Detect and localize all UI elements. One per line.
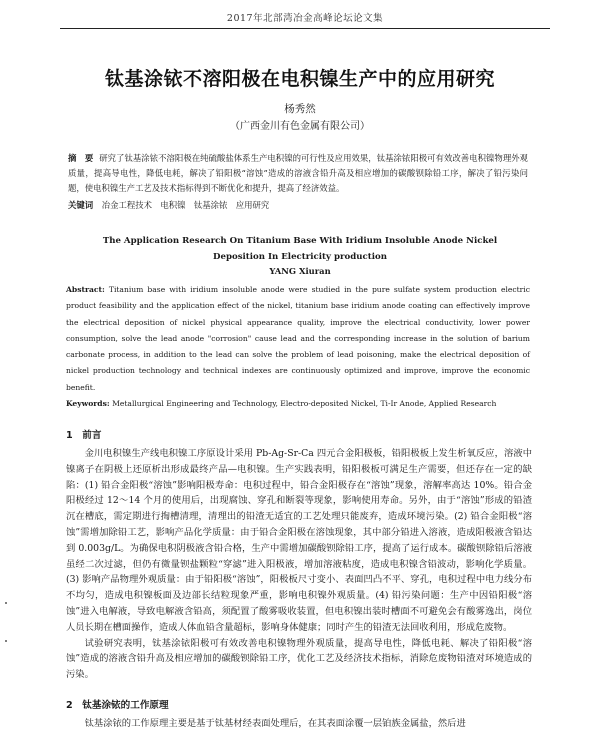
chinese-keyword: 应用研究 [235,200,270,210]
chinese-keywords [68,199,528,212]
author-affiliation: （广西金川有色金属有限公司） [230,121,370,132]
paper-title: 钛基涂铱不溶阳极在电积镍生产中的应用研究 [104,68,495,90]
running-header: 2017年北部湾冶金高峰论坛论文集 [60,10,550,29]
section-2-paragraph-1: 钛基涂铱的工作原理主要是基于钛基材经表面处理后，在其表面涂覆一层铂族金属盐，然后进 [84,718,466,729]
english-keywords-text: Metallurgical Engineering and Technology, Electro-deposited Nickel, Ti-Ir Anode, Applied Research [112,399,497,408]
section-2-heading: 2 钛基涂铱的工作原理 [66,700,169,711]
chinese-abstract-label: 摘 要 [68,153,94,163]
section-2-body [66,716,532,732]
chinese-keywords-label: 关键词 [68,200,94,210]
english-abstract [66,282,530,396]
section-1-body [66,446,532,683]
english-keywords [66,397,530,410]
author-name: 杨秀然 [284,103,316,115]
scan-speck [5,602,7,604]
section-1-paragraph-1: 金川电积镍生产线电积镍工序原设计采用 Pb-Ag-Sr-Ca 四元合金阳极板，铅阳极板上发生析氧反应，溶液中镍离子在阴极上还原析出形成最终产品—电积镍。生产实践表明，铅阳极板可满足生产需要，但还存在一定的缺陷：(1) 铅合金阳极“溶蚀”影响阳极寿命：电积过程中，铅合金阳极存在“溶蚀”现象，溶解率高达 10%。铅合金阳极经过 12～14 个月的使用后，出现腐蚀、穿孔和断裂等现象，影响使用寿命。另外，由于“溶蚀”形成的铅渣沉在槽底，需定期进行掏槽清理，清理出的铅渣无适宜的工艺处理只能废弃，造成环境污染。(2) 铅合金阳极“溶蚀”需增加除铅工艺，影响产品化学质量：由于铅合金阳极在溶蚀现象，其中部分铅进入溶液，造成阳极液含铅达到 0.003g/L。为确保电积阴极液含铅合格，生产中需增加碳酸钡除铅工序，提高了运行成本。碳酸钡除铅后溶液虽经二次过滤，但仍有微量钡盐颗粒“穿滤”进入阳极液，增加溶液粘度，造成电积镍含铅波动，影响化学质量。(3) 影响产品物理外观质量：由于铅阳极“溶蚀”，阳极板尺寸变小、表面凹凸不平、穿孔，电积过程中电力线分布不均匀，造成电积镍板面及边部长结粒现象严重，影响电积镍外观质量。(4) 铅污染问题：生产中因铅阳极“溶蚀”进入电解液，导致电解液含铅高，须配置了酸雾吸收装置，但电积镍出装时槽面不可避免会有酸雾逸出，岗位人员长期在槽面操作，造成人体血铅含量超标，影响身体健康；同时产生的铅渣无法回收利用，形成危废物。 [66,448,532,633]
english-title: The Application Research On Titanium Base With Iridium Insoluble Anode Nickel Deposition In Electricity production [102,236,498,262]
chinese-keyword: 钛基涂铱 [193,200,228,210]
english-abstract-text: Titanium base with iridium insoluble anode were studied in the pure sulfate system production electric product feasibility and the application effect of the nickel, titanium base iridium anode coating can effectively improve the electrical deposition of nickel physical appearance quality, improve the electrical conductivity, lower power consumption, solve the lead anode "corrosion" cause lead and the corresponding increase in the solution of barium carbonate process, in addition to the lead can solve the problem of lead poisoning, make the electrical deposition of nickel production technology and technical indexes are continuously optimized and improve, improve the economic benefit. [66,285,530,392]
english-keywords-label: Keywords: [66,399,110,408]
scan-speck [5,640,7,642]
section-1-paragraph-2: 试验研究表明，钛基涂铱阳极可有效改善电积镍物理外观质量，提高导电性，降低电耗、解决了铅阳极“溶蚀”造成的溶液含铅升高及相应增加的碳酸钡除铅工序，优化工艺及经济技术指标，消除危废物铅渣对环境造成的污染。 [66,637,532,681]
english-abstract-label: Abstract: [66,285,105,294]
chinese-abstract-text: 研究了钛基涂铱不溶阳极在纯硫酸盐体系生产电积镍的可行性及应用效果，钛基涂铱阳极可有效改善电积镍物理外观质量，提高导电性，降低电耗，解决了铅阳极“溶蚀”造成的溶液含铅升高及相应增加的碳酸钡除铅工序，解决了铅污染问题，使电积镍生产工艺及技术指标得到不断优化和提升，提高了经济效益。 [68,153,529,193]
chinese-keyword: 电积镍 [160,200,186,210]
english-author: YANG Xiuran [269,266,331,276]
chinese-abstract [68,151,528,196]
chinese-keyword: 冶金工程技术 [101,200,153,210]
section-1-heading: 1 前言 [66,430,102,441]
